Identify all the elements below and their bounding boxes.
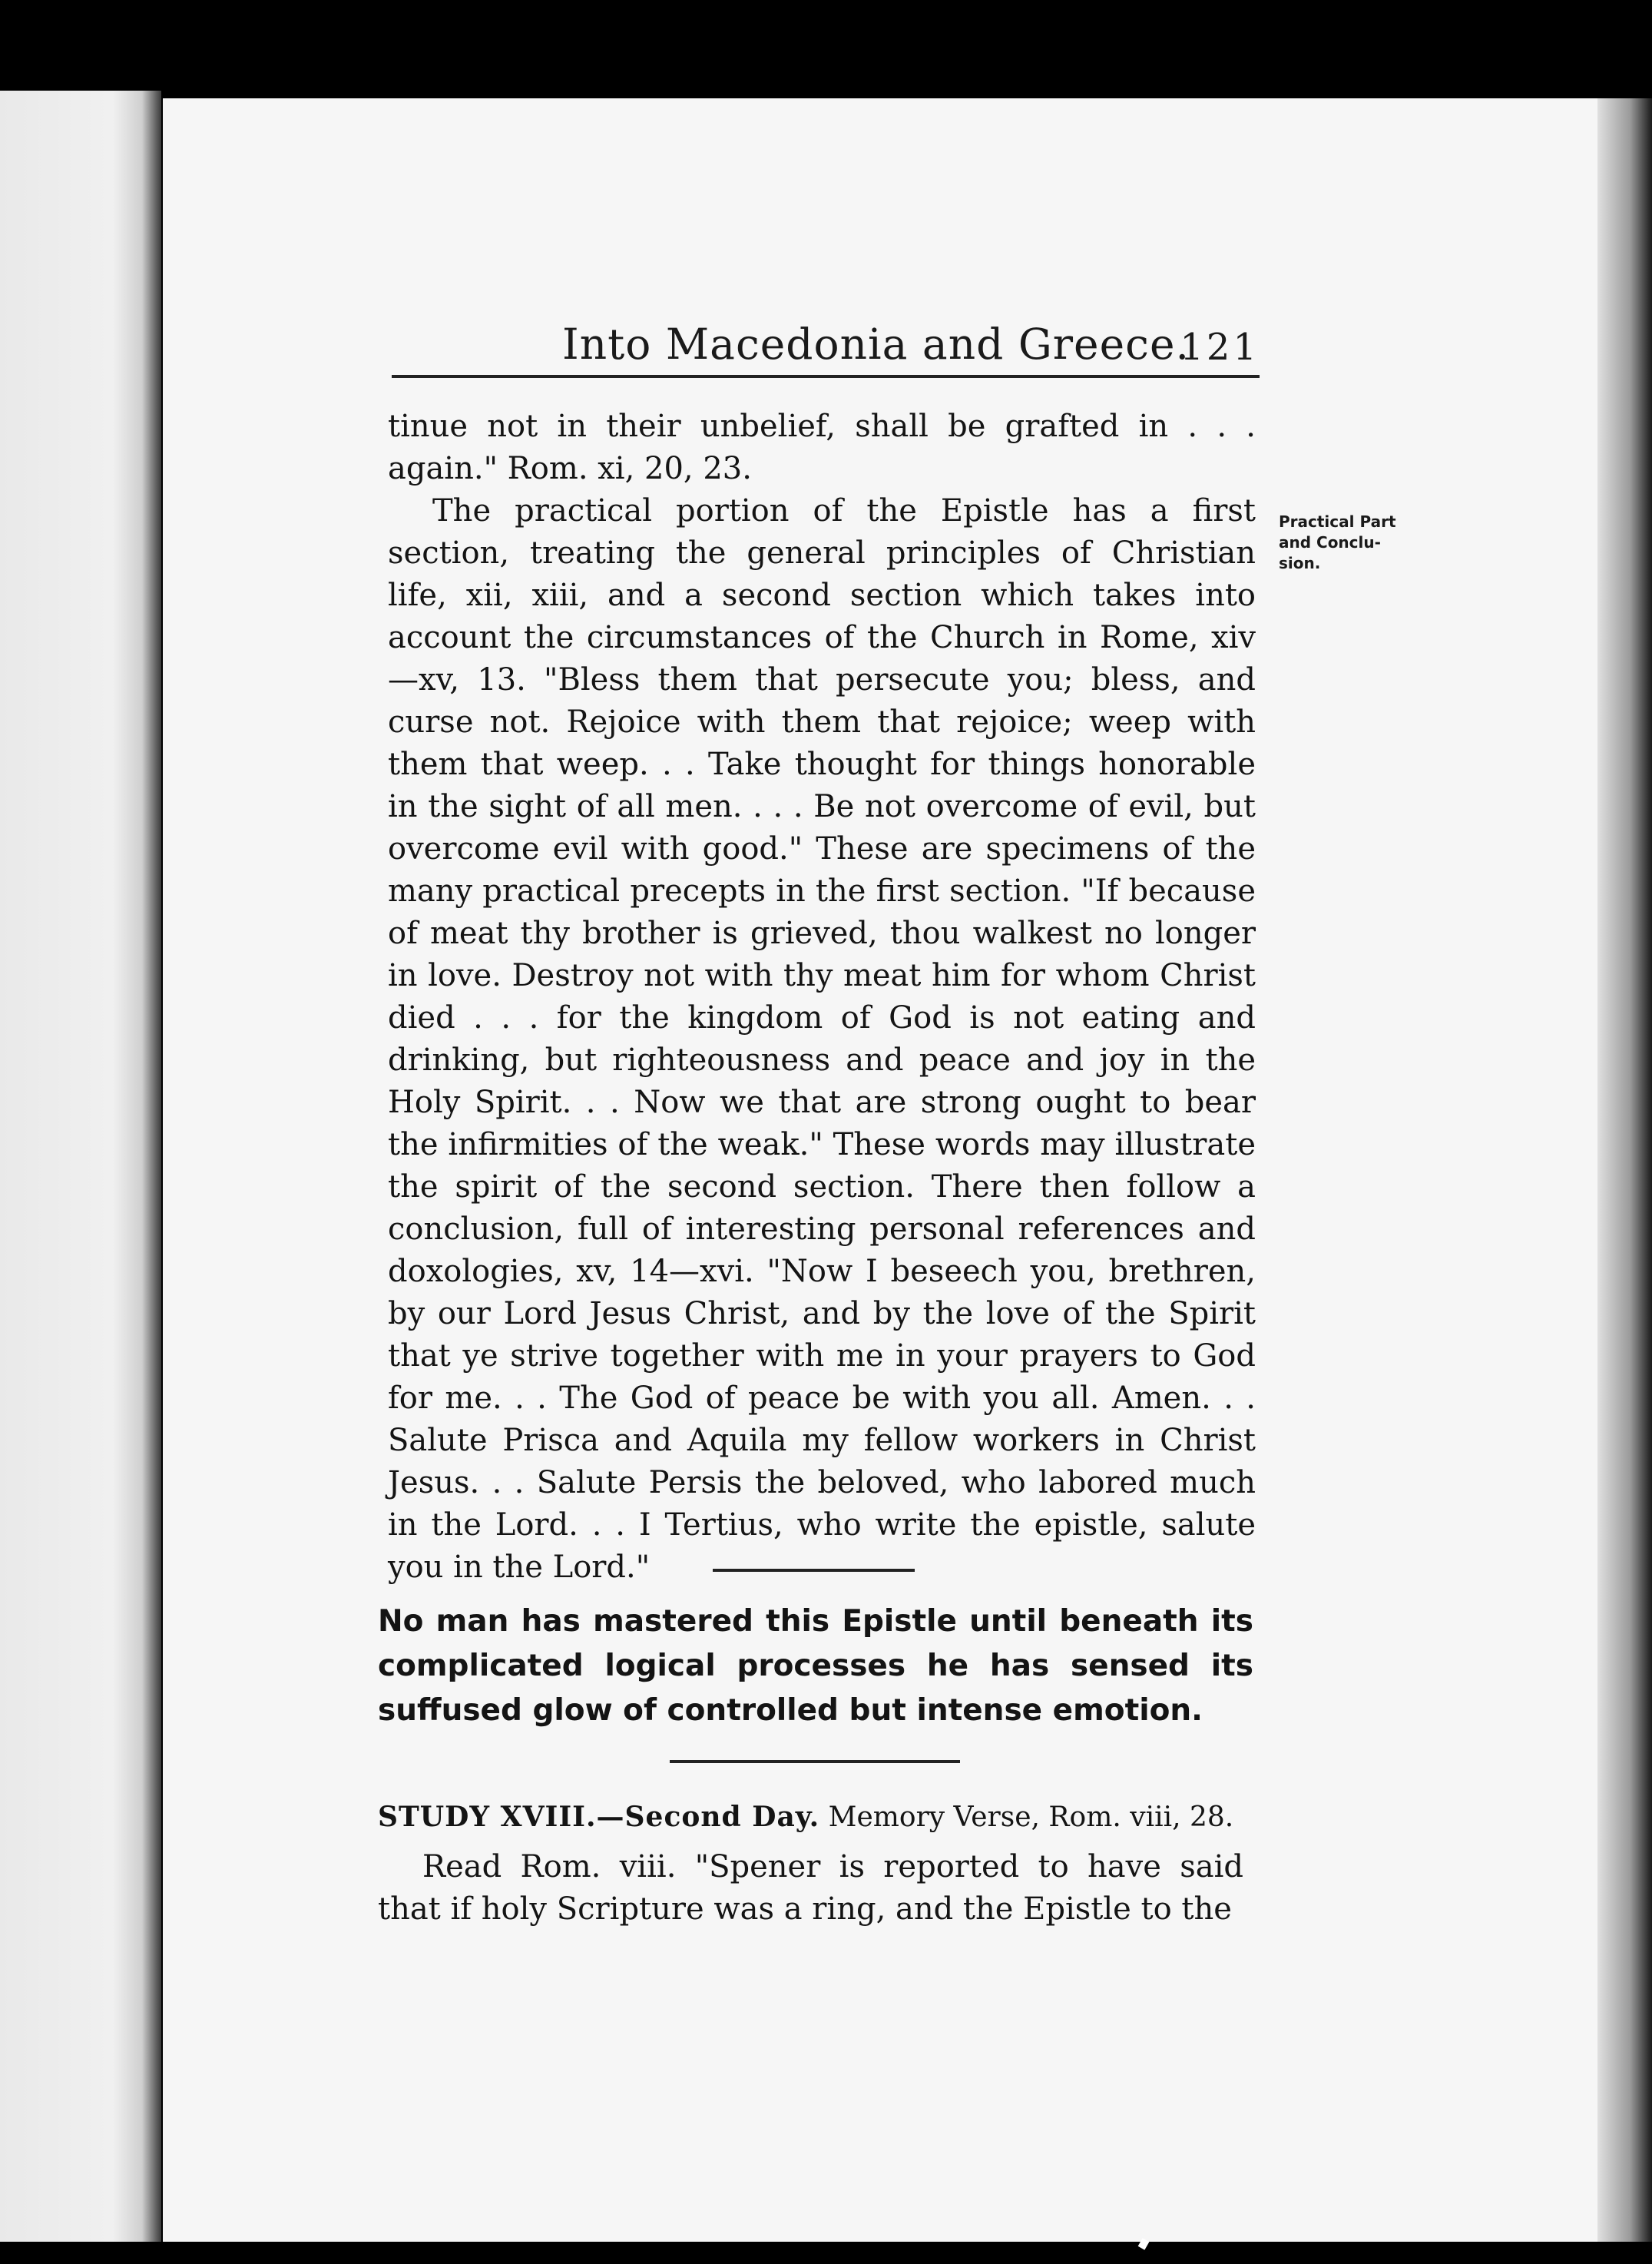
page-gutter-shadow — [1597, 98, 1652, 2242]
running-header-title: Into Macedonia and Greece. — [562, 320, 1190, 369]
page-number: 121 — [1180, 326, 1260, 369]
callout-quote: No man has mastered this Epistle until beneath its complicated logical processes he has sensed its suffused glow of controlled but intense emotion. — [378, 1604, 1253, 1728]
section-divider — [713, 1569, 915, 1572]
section-divider — [670, 1760, 960, 1763]
study-body — [378, 1846, 1243, 1931]
study-heading — [378, 1798, 1253, 1837]
facing-page-edge — [0, 91, 161, 2242]
margin-note-line: Practical Part — [1279, 512, 1396, 531]
body-text — [388, 406, 1256, 1589]
memory-verse: Memory Verse, Rom. viii, 28. — [828, 1802, 1234, 1833]
margin-note — [1279, 512, 1421, 574]
running-header — [392, 313, 1260, 383]
paragraph-continuation: tinue not in their unbelief, shall be grafted in . . . again." Rom. xi, 20, 23. — [388, 409, 1256, 486]
margin-note-line: sion. — [1279, 554, 1321, 572]
study-paragraph: Read Rom. viii. "Spener is reported to have said that if holy Scripture was a ring, and the Epistle to the — [378, 1849, 1243, 1927]
margin-note-line: and Conclu- — [1279, 533, 1381, 552]
header-rule — [392, 375, 1260, 378]
study-label: STUDY XVIII.—Second Day. — [378, 1801, 820, 1833]
paragraph-practical-portion: The practical portion of the Epistle has a first section, treating the general principles of Christian life, xii, xiii, and a second section which takes into account the circumstances of the Church in Rome, xiv—xv, 13. "Bless them that persecute you; bless, and curse not. Rejoice with them that rejoice; weep with them that weep. . . Take thought for things honorable in the sight of all men. . . . Be not overcome of evil, but overcome evil with good." These are specimens of the many practical precepts in the first section. "If because of meat thy brother is grieved, thou walkest no longer in love. Destroy not with thy meat him for whom Christ died . . . for the kingdom of God is not eating and drinking, but righteousness and peace and joy in the Holy Spirit. . . Now we that are strong ought to bear the infirmities of the weak." These words may illustrate the spirit of the second section. There then follow a conclusion, full of interesting personal references and doxologies, xv, 14—xvi. "Now I beseech you, brethren, by our Lord Jesus Christ, and by the love of the Spirit that ye strive together with me in your prayers to God for me. . . The God of peace be with you all. Amen. . . Salute Prisca and Aquila my fellow workers in Christ Jesus. . . Salute Persis the beloved, who labored much in the Lord. . . I Tertius, who write the epistle, salute you in the Lord." — [388, 493, 1256, 1585]
